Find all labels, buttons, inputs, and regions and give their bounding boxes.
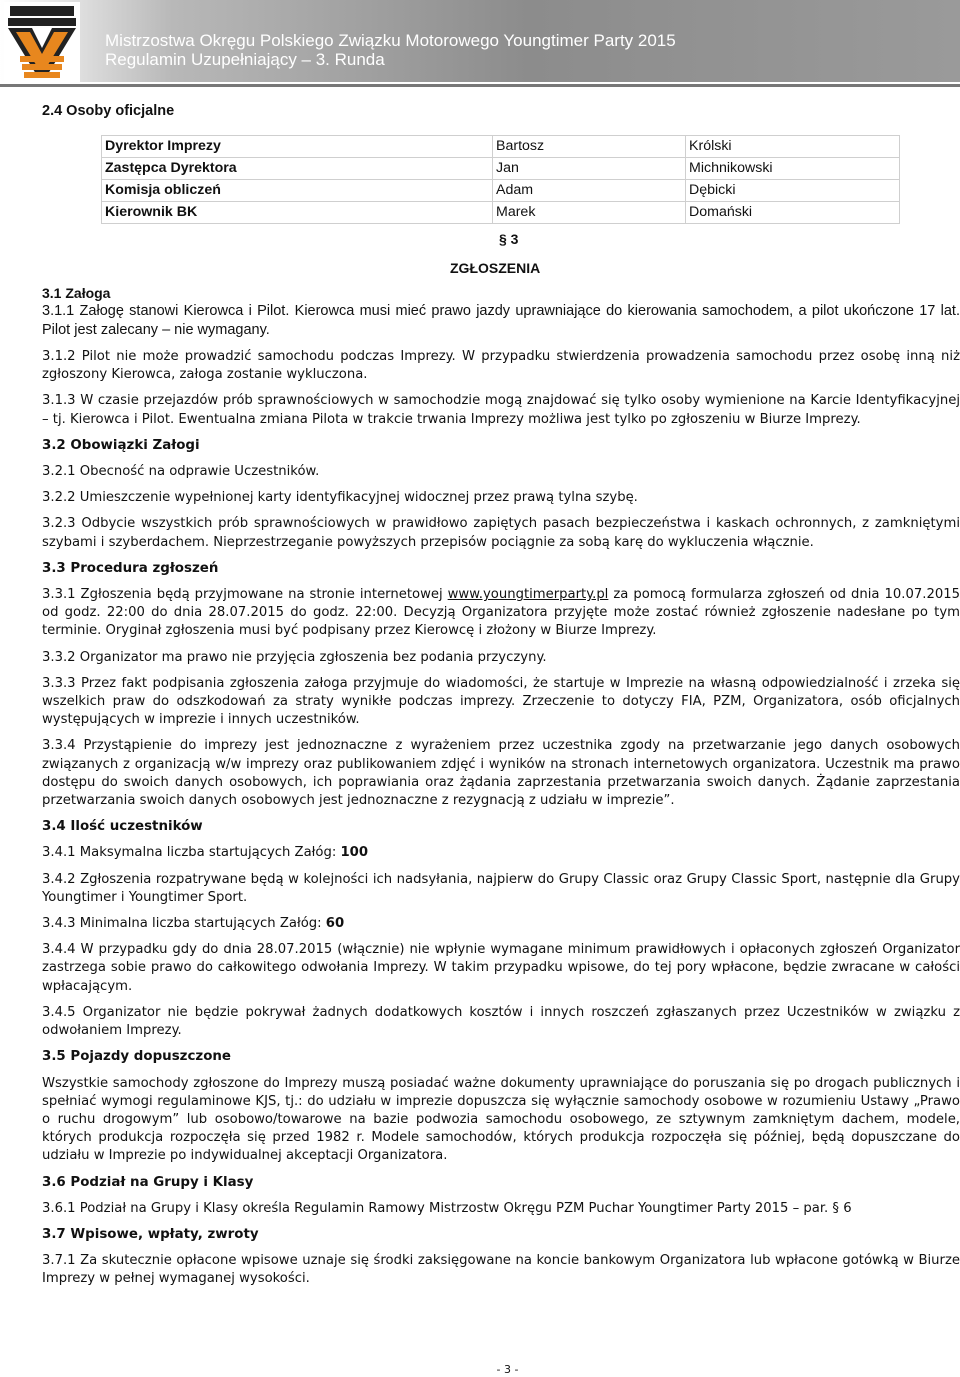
website-link[interactable]: www.youngtimerparty.pl — [447, 587, 609, 603]
paragraph-3-4-1 — [42, 844, 960, 862]
subsection-heading-3-3: 3.3 Procedura zgłoszeń — [42, 560, 219, 576]
official-first-name: Marek — [493, 202, 686, 224]
paragraph-3-7-1: 3.7.1 Za skutecznie opłacone wpisowe uznaje się środki zaksięgowane na koncie bankowym Organizatora lub wpłacone gotówką w Biurze Imprezy w pełnej wymaganej wysokości. — [42, 1253, 960, 1287]
paragraph-3-4-2: 3.4.2 Zgłoszenia rozpatrywane będą w kolejności ich nadsyłania, najpierw do Grupy Classic oraz Grupy Classic Sport, następnie dla Grupy Youngtimer i Youngtimer Sport. — [42, 871, 960, 905]
paragraph-3-3-2: 3.3.2 Organizator ma prawo nie przyjęcia zgłoszenia bez podania przyczyny. — [42, 649, 547, 665]
page-number: - 3 - — [496, 1363, 519, 1376]
paragraph-3-3-3: 3.3.3 Przez fakt podpisania zgłoszenia załoga przyjmuje do wiadomości, że startuje w Imprezie na własną odpowiedzialność i zrzeka się wszelkich praw do odszkodowań za straty wynikłe podczas imprezy. Zrzeczenie to dotyczy FIA, PZM, Organizatora, osób oficjalnych występujących w imprezie i innych uczestników. — [42, 675, 960, 728]
club-logo — [4, 2, 80, 82]
paragraph-3-3-1-start: 3.3.1 Zgłoszenia będą przyjmowane na stronie internetowej — [42, 587, 448, 603]
official-first-name: Adam — [493, 180, 686, 202]
paragraph-3-3-4: 3.3.4 Przystąpienie do imprezy jest jednoznaczne z wyrażeniem przez uczestnika zgody na przetwarzanie jego danych osobowych związanych z organizacją w/w imprezy oraz publikowaniem zdjęć i wyników na stronach internetowych organizatora. Uczestnik ma prawo dostępu do swoich danych osobowych, ich poprawiania oraz żądania zaprzestania przetwarzania swoich danych. Żądanie zaprzestania przetwarzania swoich danych osobowych jest jednoznaczne z rezygnacją z udziału w imprezie”. — [42, 738, 960, 809]
paragraph-3-4-3 — [42, 915, 960, 933]
paragraph-3-1-1: 3.1.1 Załogę stanowi Kierowca i Pilot. Kierowca musi mieć prawo jazdy uprawniające do kierowania samochodem, a pilot ukończone 17 lat. Pilot jest zalecany – nie wymagany. — [42, 303, 960, 338]
paragraph-3-2-3: 3.2.3 Odbycie wszystkich prób sprawnościowych w prawidłowo zapiętych pasach bezpieczeństwa i kaskach ochronnych, z zamkniętymi szybami i szyberdachem. Nieprzestrzeganie powyższych przepisów pociągnie za sobą karę do wykluczenia włącznie. — [42, 516, 960, 550]
paragraph-3-4-4: 3.4.4 W przypadku gdy do dnia 28.07.2015 (włącznie) nie wpłynie wymagane minimum prawidłowych i opłaconych zgłoszeń Organizator zastrzega sobie prawo do całkowitego odwołania Imprezy. W takim przypadku wpisowe, do tej pory wpłacone, będzie zwracane w całości wpłacającym. — [42, 942, 960, 994]
paragraph-3-2-2: 3.2.2 Umieszczenie wypełnionej karty identyfikacyjnej widocznej przez prawą tylna szybę. — [42, 490, 638, 506]
min-crews-value: 60 — [325, 916, 345, 932]
subsection-heading-3-5: 3.5 Pojazdy dopuszczone — [42, 1049, 232, 1065]
officials-table — [101, 135, 900, 224]
subsection-heading-3-4: 3.4 Ilość uczestników — [42, 819, 203, 835]
paragraph-3-2-1: 3.2.1 Obecność na odprawie Uczestników. — [42, 464, 320, 480]
official-first-name: Jan — [493, 158, 686, 180]
official-last-name: Dębicki — [686, 180, 900, 202]
paragraph-3-1-2: 3.1.2 Pilot nie może prowadzić samochodu podczas Imprezy. W przypadku stwierdzenia prowadzenia samochodu przez osobę inną niż zgłoszony Kierowca, załoga zostanie wykluczona. — [42, 349, 960, 383]
official-role: Komisja obliczeń — [102, 180, 493, 202]
max-crews-value: 100 — [340, 845, 369, 861]
subsection-heading-3-7: 3.7 Wpisowe, wpłaty, zwroty — [42, 1226, 259, 1242]
document-body — [42, 102, 960, 1289]
section-number: § 3 — [499, 231, 519, 247]
paragraph-3-3-1-end: za pomocą formularza zgłoszeń od dnia 10.07.2015 od godz. 22:00 do dnia 28.07.2015 do godz. 22:00. Decyzją Organizatora przyjęte może zostać również zgłoszenie nadesłane po tym terminie. Oryginał zgłoszenia musi być podpisany przez Kierowcę i złożony w Biurze Imprezy. — [42, 587, 960, 639]
table-row — [102, 180, 900, 202]
header-rule — [0, 84, 960, 87]
subsection-heading-3-6: 3.6 Podział na Grupy i Klasy — [42, 1174, 254, 1190]
official-role: Zastępca Dyrektora — [102, 158, 493, 180]
subsection-heading-3-2: 3.2 Obowiązki Załogi — [42, 437, 200, 453]
paragraph-3-5: Wszystkie samochody zgłoszone do Imprezy muszą posiadać ważne dokumenty uprawniające do poruszania się po drogach publicznych i spełniać wymogi regulaminowe KJS, tj.: do udziału w imprezie dopuszcza się wyłącznie samochody osobowe w rozumieniu Ustawy „Prawo o ruchu drogowym” lub osobowo/towarowe na bazie podwozia samochodu osobowego, ze sztywnym zamkniętym dachem, modele, których produkcja rozpoczęła się przed 1982 r. Modele samochodów, których produkcja rozpoczęła się później, będą dopuszczane do udziału w Imprezie po indywidualnej akceptacji Organizatora. — [42, 1075, 960, 1164]
header-title: Mistrzostwa Okręgu Polskiego Związku Motorowego Youngtimer Party 2015 — [105, 31, 676, 50]
official-first-name: Bartosz — [493, 136, 686, 158]
official-last-name: Michnikowski — [686, 158, 900, 180]
paragraph-3-3-1 — [42, 586, 960, 641]
subsection-heading-3-1: 3.1 Załoga — [42, 285, 111, 301]
table-row — [102, 202, 900, 224]
paragraph-3-1-3: 3.1.3 W czasie przejazdów prób sprawnościowych w samochodzie mogą znajdować się tylko osoby wymienione na Karcie Identyfikacyjnej – tj. Kierowca i Pilot. Ewentualna zmiana Pilota w trakcie trwania Imprezy możliwa jest tylko po zgłoszeniu w Biurze Imprezy. — [42, 393, 960, 427]
table-row — [102, 158, 900, 180]
official-last-name: Królski — [686, 136, 900, 158]
paragraph-3-4-1-text: 3.4.1 Maksymalna liczba startujących Załóg: — [42, 845, 341, 861]
page-header — [0, 0, 960, 88]
section-3-heading — [42, 224, 960, 301]
paragraph-3-4-3-text: 3.4.3 Minimalna liczba startujących Załóg: — [42, 916, 326, 932]
paragraph-3-4-5: 3.4.5 Organizator nie będzie pokrywał żadnych dodatkowych kosztów i innych roszczeń zgłaszanych przez Uczestników w związku z odwołaniem Imprezy. — [42, 1004, 960, 1039]
section-heading-2-4: 2.4 Osoby oficjalne — [42, 103, 175, 119]
section-title: ZGŁOSZENIA — [450, 260, 541, 276]
official-role: Dyrektor Imprezy — [102, 136, 493, 158]
table-row — [102, 136, 900, 158]
official-role: Kierownik BK — [102, 202, 493, 224]
paragraph-3-6-1: 3.6.1 Podział na Grupy i Klasy określa Regulamin Ramowy Mistrzostw Okręgu PZM Puchar Youngtimer Party 2015 – par. § 6 — [42, 1200, 852, 1216]
official-last-name: Domański — [686, 202, 900, 224]
header-subtitle: Regulamin Uzupełniający – 3. Runda — [105, 50, 385, 69]
